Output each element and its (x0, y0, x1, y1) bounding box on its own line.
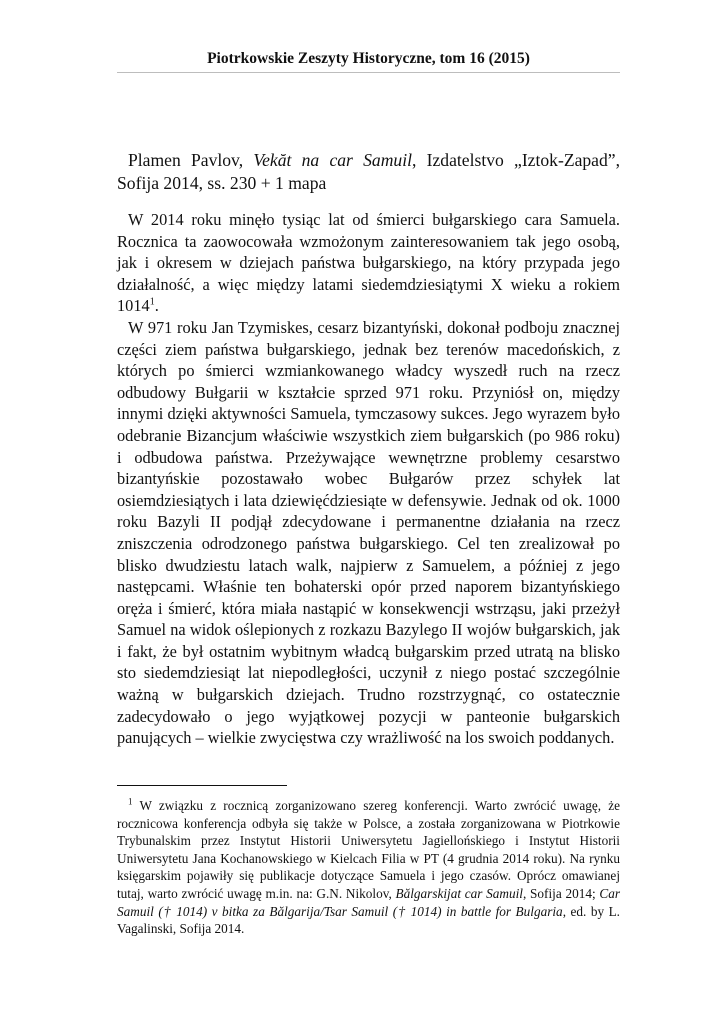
citation-title: Vekăt na car Samuil (253, 150, 412, 170)
footnote-reference[interactable]: 1 (149, 296, 155, 308)
running-header: Piotrkowskie Zeszyty Historyczne, tom 16 (2015) (207, 50, 530, 67)
paragraph-1 (117, 209, 620, 317)
footnote-text-1: W związku z rocznicą zorganizowano szereg konferencji. Warto zwrócić uwagę, że rocznicowa konferencja odbyła się także w Polsce, a została zorganizowana w Piotrkowie Trybunalskim przez Instytut Historii Uniwersytetu Jagiellońskiego i Instytut Historii Uniwersytetu Jana Kochanowskiego w Kielcach Filia w PT (4 grudnia 2014 roku). Na rynku księgarskim pojawiły się publikacje dotyczące Samuela i jego czasów. Oprócz omawianej tutaj, warto zwrócić uwagę m.in. na: G.N. Nikolov, (117, 798, 620, 901)
footnote-number: 1 (128, 796, 133, 807)
paragraph-1-text: W 2014 roku minęło tysiąc lat od śmierci bułgarskiego cara Samuela. Rocznica ta zaowocowała wzmożonym zainteresowaniem tak jego osobą, jak i okresem w dziejach państwa bułgarskiego, na który przypada jego działalność, a więc między latami siedemdziesiątymi X wieku a rokiem 1014 (117, 210, 620, 316)
footnote-text-2: , Sofija 2014; (523, 885, 600, 901)
footnote-title-2: Car Samuil († 1014) v bitka za Bălgarija/Tsar Samuil († 1014) in battle for Bulgaria (117, 885, 620, 919)
citation-author: Plamen Pavlov, (128, 150, 254, 170)
header-rule (117, 72, 620, 73)
footnote-title-1: Bălgarskijat car Samuil (395, 885, 523, 901)
footnote-rule (117, 785, 287, 786)
footnote-1 (117, 797, 620, 938)
review-citation (117, 149, 620, 195)
footnote-text-3: , ed. by L. Vagalinski, Sofija 2014. (117, 903, 620, 937)
citation-publisher: , Izdatelstvo „Iztok-Zapad”, Sofija 2014, ss. 230 + 1 mapa (117, 150, 620, 193)
paragraph-1-end: . (154, 296, 159, 316)
body-text (117, 209, 620, 749)
paragraph-2: W 971 roku Jan Tzymiskes, cesarz bizantyński, dokonał podboju znacznej części ziem państwa bułgarskiego, jednak bez terenów macedońskich, z których po śmierci wzmiankowanego władcy wyszedł ruch na rzecz odbudowy Bułgarii w kształcie sprzed 971 roku. Przyniósł on, między innymi dzięki aktywności Samuela, tymczasowy sukces. Jego wyrazem było odebranie Bizancjum właściwie wszystkich ziem bułgarskich (po 986 roku) i odbudowa państwa. Przeżywające wewnętrzne problemy cesarstwo bizantyńskie pozostawało wobec Bułgarów przez schyłek lat osiemdziesiątych i lata dziewięćdziesiąte w defensywie. Jednak od ok. 1000 roku Bazyli II podjął zdecydowane i permanentne działania na rzecz zniszczenia odrodzonego państwa bułgarskiego. Cel ten zrealizował po blisko dwudziestu latach walk, najpierw z Samuelem, a później z jego następcami. Właśnie ten bohaterski opór przed naporem bizantyńskiego oręża i śmierć, która miała nastąpić w konsekwencji wstrząsu, jaki przeżył Samuel na widok oślepionych z rozkazu Bazylego II wojów bułgarskich, jak i fakt, że był ostatnim wybitnym władcą bułgarskim przed utratą na blisko sto siedemdziesiąt lat niepodległości, uczynił z niego postać szczególnie ważną w bułgarskich dziejach. Trudno rozstrzygnąć, co ostatecznie zadecydowało o jego wyjątkowej pozycji w panteonie bułgarskich panujących – wielkie zwycięstwa czy wrażliwość na los swoich poddanych. (117, 317, 620, 748)
